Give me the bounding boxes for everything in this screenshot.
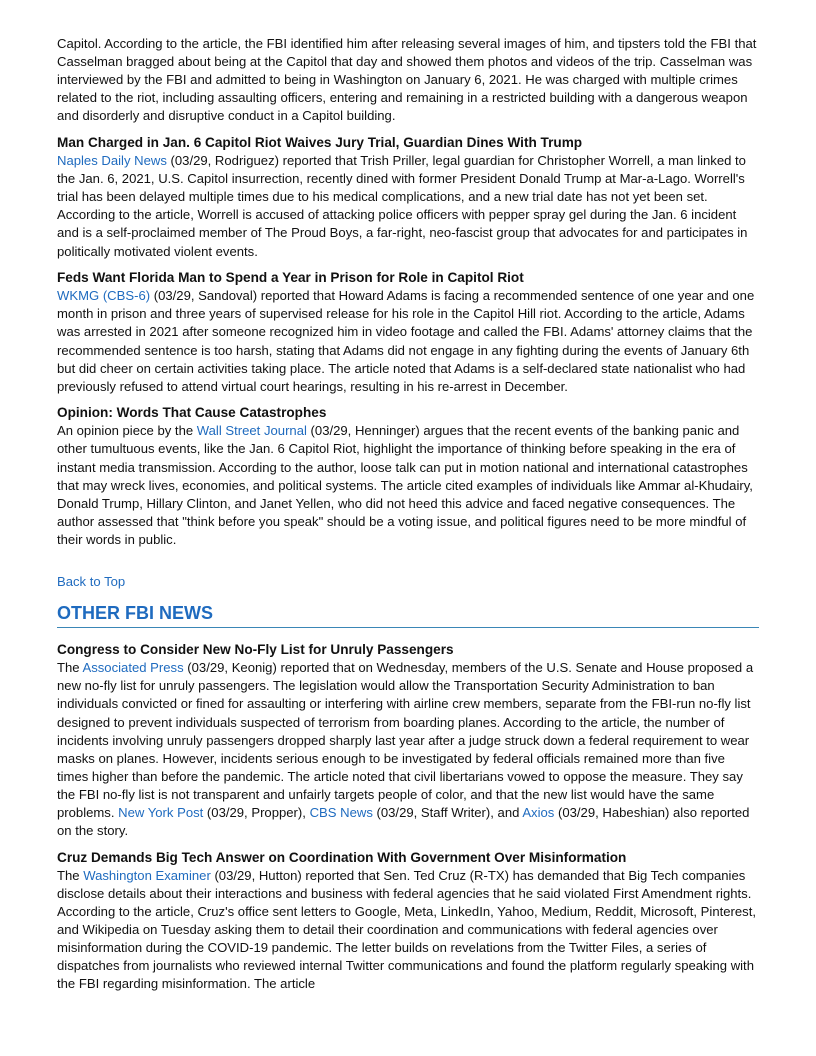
article-text: (03/29, Rodriguez) reported that Trish Priller, legal guardian for Christopher Worrell, a man linked to the Jan. 6, 2021, U.S. Capitol insurrection, recently dined with former President Donald Trump at Mar-a-Lago. Worrell's trial has been delayed multiple times due to his medical complications, and a new trial date has not yet been set. According to the article, Worrell is accused of attacking police officers with pepper spray gel during the Jan. 6 incident and is a self-proclaimed member of The Proud Boys, a far-right, neo-fascist group that advocates for and participates in politically motivated violent events.	[57, 153, 748, 259]
source-link-associated-press[interactable]: Associated Press	[82, 660, 184, 676]
article-body	[57, 422, 759, 549]
article-howard-adams	[57, 269, 759, 396]
article-body	[57, 867, 759, 994]
article-headline: Opinion: Words That Cause Catastrophes	[57, 405, 327, 421]
article-body	[57, 287, 759, 396]
article-headline: Congress to Consider New No-Fly List for Unruly Passengers	[57, 642, 454, 658]
article-cruz-big-tech	[57, 849, 759, 994]
source-link-axios[interactable]: Axios	[522, 804, 555, 820]
article-text: (03/29, Henninger) argues that the recent events of the banking panic and other tumultuous events, like the Jan. 6 Capitol Riot, highlight the importance of thinking before speaking in the era of instant media transmission. According to the author, loose talk can put in motion national and international catastrophes that may wreck lives, economies, and political systems. The article cited examples of individuals like Ammar al-Khudairy, Donald Trump, Hillary Clinton, and Janet Yellen, who did not heed this advice and faced negative consequences. The author assessed that "think before you speak" should be a voting issue, and political figures need to be more mindful of their words in public.	[57, 423, 753, 547]
article-body	[57, 659, 759, 840]
article-headline: Feds Want Florida Man to Spend a Year in Prison for Role in Capitol Riot	[57, 270, 524, 286]
article-text: (03/29, Hutton) reported that Sen. Ted Cruz (R-TX) has demanded that Big Tech companies disclose details about their interactions and business with federal agencies that he said violated First Amendment rights. According to the article, Cruz's office sent letters to Google, Meta, LinkedIn, Yahoo, Medium, Reddit, Microsoft, Pinterest, and Wikipedia on Tuesday asking them to detail their coordination and communications with federal agencies over misinformation during the COVID-19 pandemic. The letter builds on revelations from the Twitter Files, a series of dispatches from journalists who reviewed internal Twitter communications and found the platform regularly speaking with the FBI regarding misinformation. The article	[57, 867, 756, 992]
article-priller-trump	[57, 134, 759, 261]
article-no-fly-list	[57, 641, 759, 840]
article-lead: The	[57, 660, 83, 676]
back-to-top-link[interactable]: Back to Top	[57, 574, 126, 590]
source-link-wkmg[interactable]: WKMG (CBS-6)	[57, 288, 151, 304]
section-heading-other-fbi-news: OTHER FBI NEWS	[57, 601, 759, 628]
article-opinion-words	[57, 404, 759, 549]
document-page	[57, 35, 759, 1002]
source-link-cbs-news[interactable]: CBS News	[309, 804, 373, 820]
article-text: (03/29, Keonig) reported that on Wednesday, members of the U.S. Senate and House proposed a new no-fly list for unruly passengers. The legislation would allow the Transportation Security Administration to ban individuals convicted or fined for assaulting or interfering with airline crew members, separate from the FBI-run no-fly list designed to prevent individuals suspected of terrorism from boarding planes. According to the article, the number of incidents involving unruly passengers dropped sharply last year after a judge struck down a federal requirement to wear masks on planes. However, incidents serious enough to be investigated by federal officials remained more than five times higher than before the pandemic. The article noted that civil libertarians vowed to oppose the measure. They say the FBI no-fly list is not transparent and unfairly targets people of color, and that the new list would have the same problems.	[57, 660, 754, 820]
source-link-naples-daily-news[interactable]: Naples Daily News	[57, 153, 167, 169]
article-body	[57, 152, 759, 261]
source-link-new-york-post[interactable]: New York Post	[118, 804, 204, 820]
article-headline: Man Charged in Jan. 6 Capitol Riot Waives Jury Trial, Guardian Dines With Trump	[57, 134, 583, 150]
intro-paragraph: Capitol. According to the article, the FBI identified him after releasing several images of him, and tipsters told the FBI that Casselman bragged about being at the Capitol that day and showed them photos and videos of the trip. Casselman was interviewed by the FBI and admitted to being in Washington on January 6, 2021. He was charged with multiple crimes related to the riot, including assaulting officers, entering and remaining in a restricted building with a dangerous weapon and disorderly and disruptive conduct in a Capitol building.	[57, 36, 757, 124]
source-link-washington-examiner[interactable]: Washington Examiner	[83, 867, 211, 883]
source-link-wall-street-journal[interactable]: Wall Street Journal	[196, 423, 307, 439]
source-note: (03/29, Staff Writer), and	[372, 804, 523, 820]
article-headline: Cruz Demands Big Tech Answer on Coordination With Government Over Misinformation	[57, 849, 627, 865]
article-lead: The	[57, 867, 84, 883]
source-note: (03/29, Propper),	[203, 804, 310, 820]
article-lead: An opinion piece by the	[57, 423, 197, 439]
source-note: (03/29, Habeshian) also reported on the story.	[57, 804, 750, 839]
article-text: (03/29, Sandoval) reported that Howard Adams is facing a recommended sentence of one year and one month in prison and three years of supervised release for his role in the Capitol Hill riot. According to the article, Adams was arrested in 2021 after someone recognized him in video footage and called the FBI. Adams' attorney claims that the recommended sentence is too harsh, stating that Adams did not engage in any fighting during the events of January 6th but did cheer on certain activities taking place. The article noted that Adams is a self-declared state nationalist who had previously refused to attend virtual court hearings, resulting in his re-arrest in December.	[57, 288, 755, 394]
